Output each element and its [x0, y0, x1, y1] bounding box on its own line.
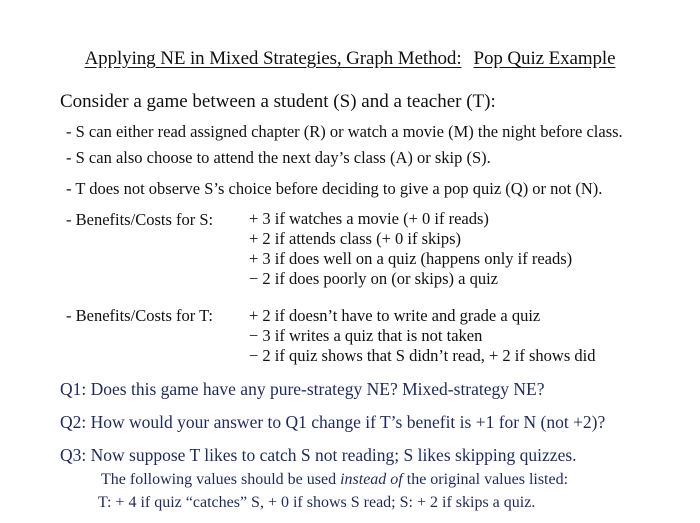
benefits-s-item: + 3 if watches a movie (+ 0 if reads) [249, 209, 489, 228]
bullet-teacher-quiz: - T does not observe S’s choice before deciding to give a pop quiz (Q) or not (N). [66, 179, 603, 198]
note-line-1-before: The following values should be used [101, 471, 341, 488]
benefits-t-item: − 2 if quiz shows that S didn’t read, + 2 if shows did [249, 346, 596, 365]
title-part-2: Pop Quiz Example [473, 48, 616, 69]
title-part-1: Applying NE in Mixed Strategies, Graph Method: [84, 48, 462, 69]
benefits-t-item: − 3 if writes a quiz that is not taken [249, 326, 483, 345]
bullet-read-or-movie: - S can either read assigned chapter (R) or watch a movie (M) the night before class. [66, 122, 623, 141]
question-3: Q3: Now suppose T likes to catch S not reading; S likes skipping quizzes. [60, 445, 577, 465]
question-2: Q2: How would your answer to Q1 change if T’s benefit is +1 for N (not +2)? [60, 412, 606, 432]
benefits-s-item: + 3 if does well on a quiz (happens only if reads) [249, 249, 573, 268]
benefits-s-label: - Benefits/Costs for S: [66, 210, 214, 229]
benefits-t-label: - Benefits/Costs for T: [66, 306, 213, 325]
page-title [0, 48, 700, 70]
note-line-1 [101, 471, 568, 489]
benefits-s-item: − 2 if does poorly on (or skips) a quiz [249, 269, 498, 288]
bullet-attend-or-skip: - S can also choose to attend the next day’s class (A) or skip (S). [66, 148, 491, 167]
note-line-1-after: the original values listed: [402, 471, 569, 488]
benefits-s-item: + 2 if attends class (+ 0 if skips) [249, 229, 461, 248]
question-1: Q1: Does this game have any pure-strategy NE? Mixed-strategy NE? [60, 379, 545, 399]
benefits-t-item: + 2 if doesn’t have to write and grade a quiz [249, 306, 541, 325]
note-line-2: T: + 4 if quiz “catches” S, + 0 if shows S read; S: + 2 if skips a quiz. [98, 494, 536, 511]
note-line-1-emphasis: instead of [340, 471, 403, 488]
intro-text: Consider a game between a student (S) and a teacher (T): [60, 91, 496, 112]
